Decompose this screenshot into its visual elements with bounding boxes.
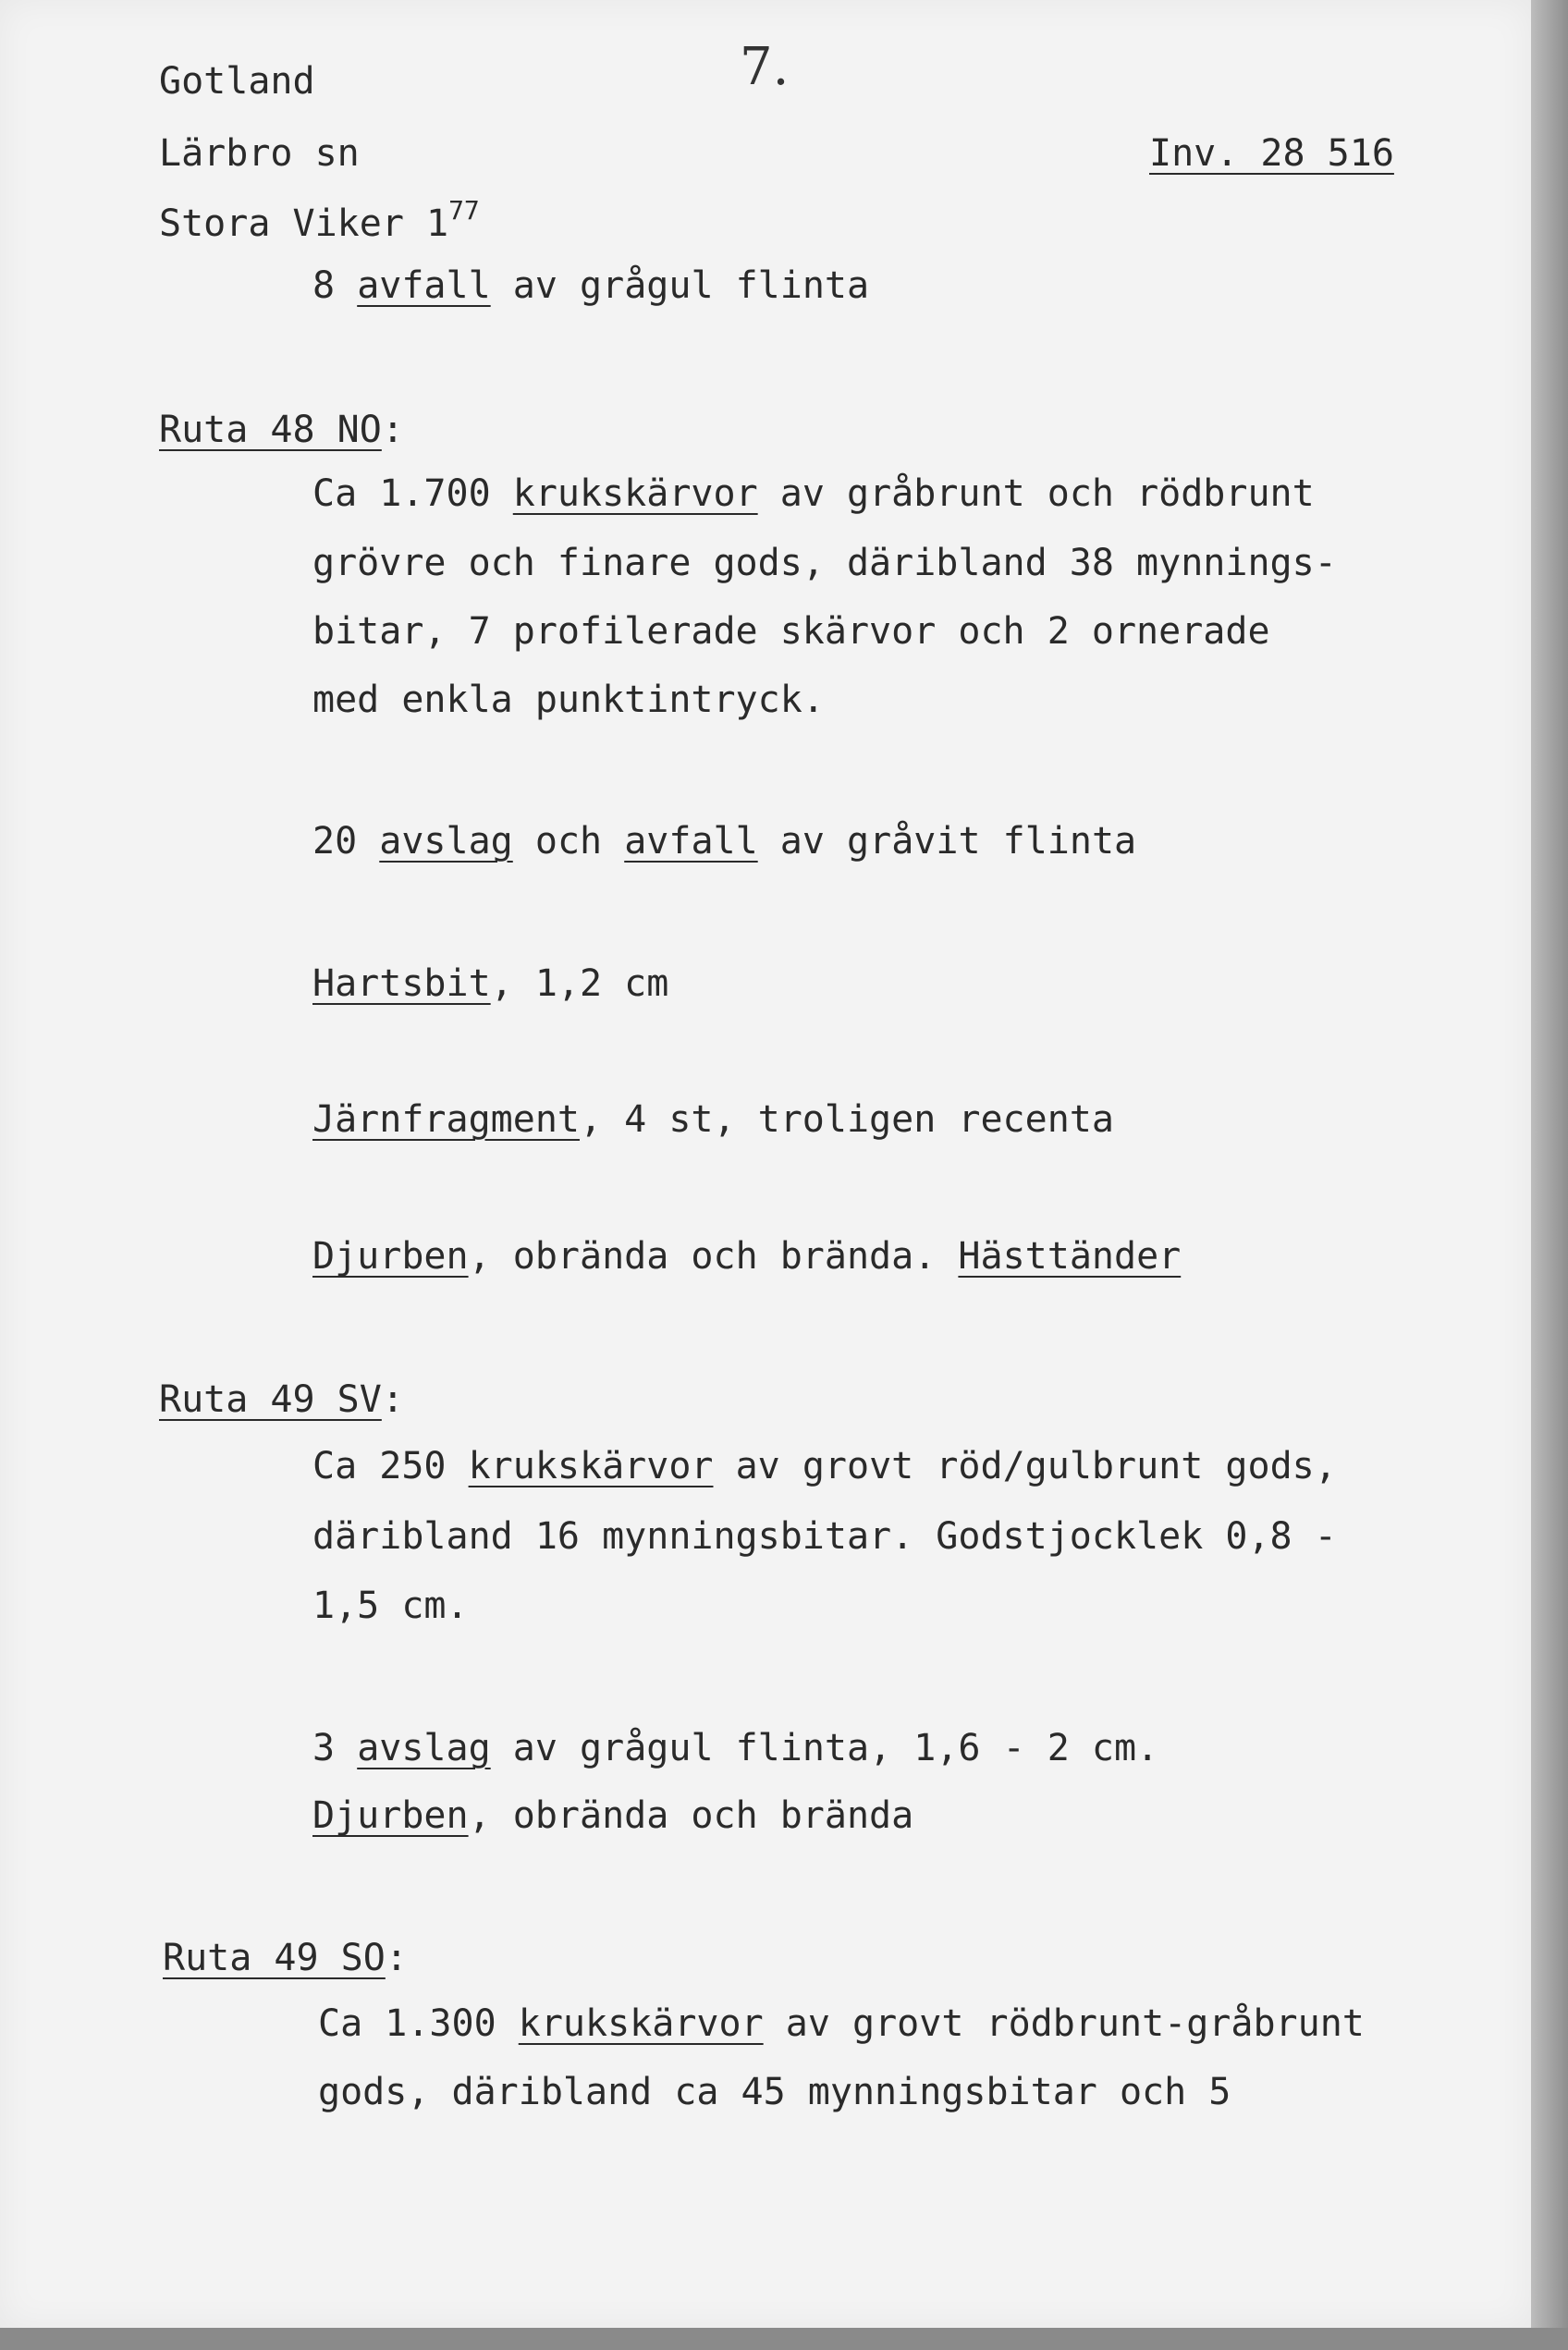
s2-l5-underlined: Djurben bbox=[312, 1794, 469, 1837]
s2-l5-post: , obrända och brända bbox=[468, 1794, 914, 1837]
s1-l7-post: , 4 st, troligen recenta bbox=[579, 1098, 1114, 1141]
page-number: 7. bbox=[740, 37, 790, 97]
s1-l1-pre: Ca 1.700 bbox=[312, 472, 491, 515]
region: Gotland bbox=[159, 60, 315, 103]
s1-l5-post: av gråvit flinta bbox=[779, 820, 1137, 863]
s2-line-5 bbox=[312, 1793, 913, 1838]
s1-l5-underlined-1: avslag bbox=[379, 820, 513, 863]
s1-line-5 bbox=[312, 819, 1136, 863]
section-heading-ruta-48-no bbox=[159, 408, 404, 452]
section-heading-ruta-49-sv bbox=[159, 1377, 404, 1422]
section-heading-text: Ruta 49 SO bbox=[163, 1937, 386, 1979]
s2-l4-pre: 3 bbox=[312, 1727, 336, 1769]
s1-l1-post: av gråbrunt och rödbrunt bbox=[779, 472, 1315, 515]
parish-line bbox=[159, 131, 360, 176]
site-note-count: 8 bbox=[312, 264, 336, 307]
scan-edge bbox=[1531, 0, 1568, 2350]
s3-line-1 bbox=[318, 2001, 1365, 2046]
section-heading-text: Ruta 48 NO bbox=[159, 409, 382, 451]
s2-l4-post: av grågul flinta, 1,6 - 2 cm. bbox=[512, 1727, 1159, 1769]
heading-colon: : bbox=[381, 409, 404, 451]
site-name: Stora Viker 1 bbox=[159, 202, 449, 245]
s2-line-4 bbox=[312, 1726, 1158, 1770]
s1-l5-mid: och bbox=[534, 820, 603, 863]
s1-l1-underlined: krukskärvor bbox=[512, 472, 758, 515]
s3-line-2: gods, däribland ca 45 mynningsbitar och 5 bbox=[318, 2071, 1231, 2113]
s1-l5-underlined-2: avfall bbox=[624, 820, 758, 863]
s2-l1-underlined: krukskärvor bbox=[468, 1445, 714, 1487]
heading-colon: : bbox=[381, 1378, 404, 1421]
s1-l8-mid: , obrända och brända. bbox=[468, 1235, 937, 1278]
s1-line-7 bbox=[312, 1097, 1114, 1142]
section-heading-text: Ruta 49 SV bbox=[159, 1378, 382, 1421]
s1-l5-pre: 20 bbox=[312, 820, 358, 863]
s1-l6-post: , 1,2 cm bbox=[490, 962, 669, 1005]
s1-line-4: med enkla punktintryck. bbox=[312, 679, 825, 721]
s1-line-6 bbox=[312, 961, 668, 1006]
s1-l7-underlined: Järnfragment bbox=[312, 1098, 580, 1141]
site-note-word: avfall bbox=[357, 264, 491, 307]
site-line bbox=[159, 195, 480, 250]
s2-line-1 bbox=[312, 1444, 1337, 1488]
scan-bottom-edge bbox=[0, 2328, 1568, 2350]
s2-l4-underlined: avslag bbox=[357, 1727, 491, 1769]
s1-l8-underlined-2: Hästtänder bbox=[958, 1235, 1182, 1278]
inventory-number-line bbox=[1149, 131, 1394, 176]
s1-l6-underlined: Hartsbit bbox=[312, 962, 491, 1005]
s2-l1-pre: Ca 250 bbox=[312, 1445, 447, 1487]
s3-l1-underlined: krukskärvor bbox=[518, 2002, 764, 2045]
s2-line-3: 1,5 cm. bbox=[312, 1585, 469, 1627]
inventory-number: Inv. 28 516 bbox=[1149, 132, 1394, 175]
section-heading-ruta-49-so bbox=[163, 1936, 408, 1980]
site-note-rest: av grågul flinta bbox=[512, 264, 870, 307]
s1-line-1 bbox=[312, 471, 1315, 516]
s2-l1-post: av grovt röd/gulbrunt gods, bbox=[735, 1445, 1337, 1487]
s3-l1-pre: Ca 1.300 bbox=[318, 2002, 496, 2045]
s2-line-2: däribland 16 mynningsbitar. Godstjocklek 0,8 - bbox=[312, 1515, 1337, 1558]
parish: Lärbro sn bbox=[159, 132, 360, 175]
s3-l1-post: av grovt rödbrunt-gråbrunt bbox=[785, 2002, 1365, 2045]
region-line bbox=[159, 59, 315, 104]
heading-colon: : bbox=[385, 1937, 408, 1979]
s1-l8-underlined-1: Djurben bbox=[312, 1235, 469, 1278]
s1-line-8 bbox=[312, 1234, 1181, 1279]
s1-line-3: bitar, 7 profilerade skärvor och 2 ornerade bbox=[312, 610, 1270, 653]
s1-line-2: grövre och finare gods, däribland 38 mynnings- bbox=[312, 542, 1337, 584]
site-note-line bbox=[312, 263, 869, 308]
site-superscript: 77 bbox=[448, 195, 480, 226]
